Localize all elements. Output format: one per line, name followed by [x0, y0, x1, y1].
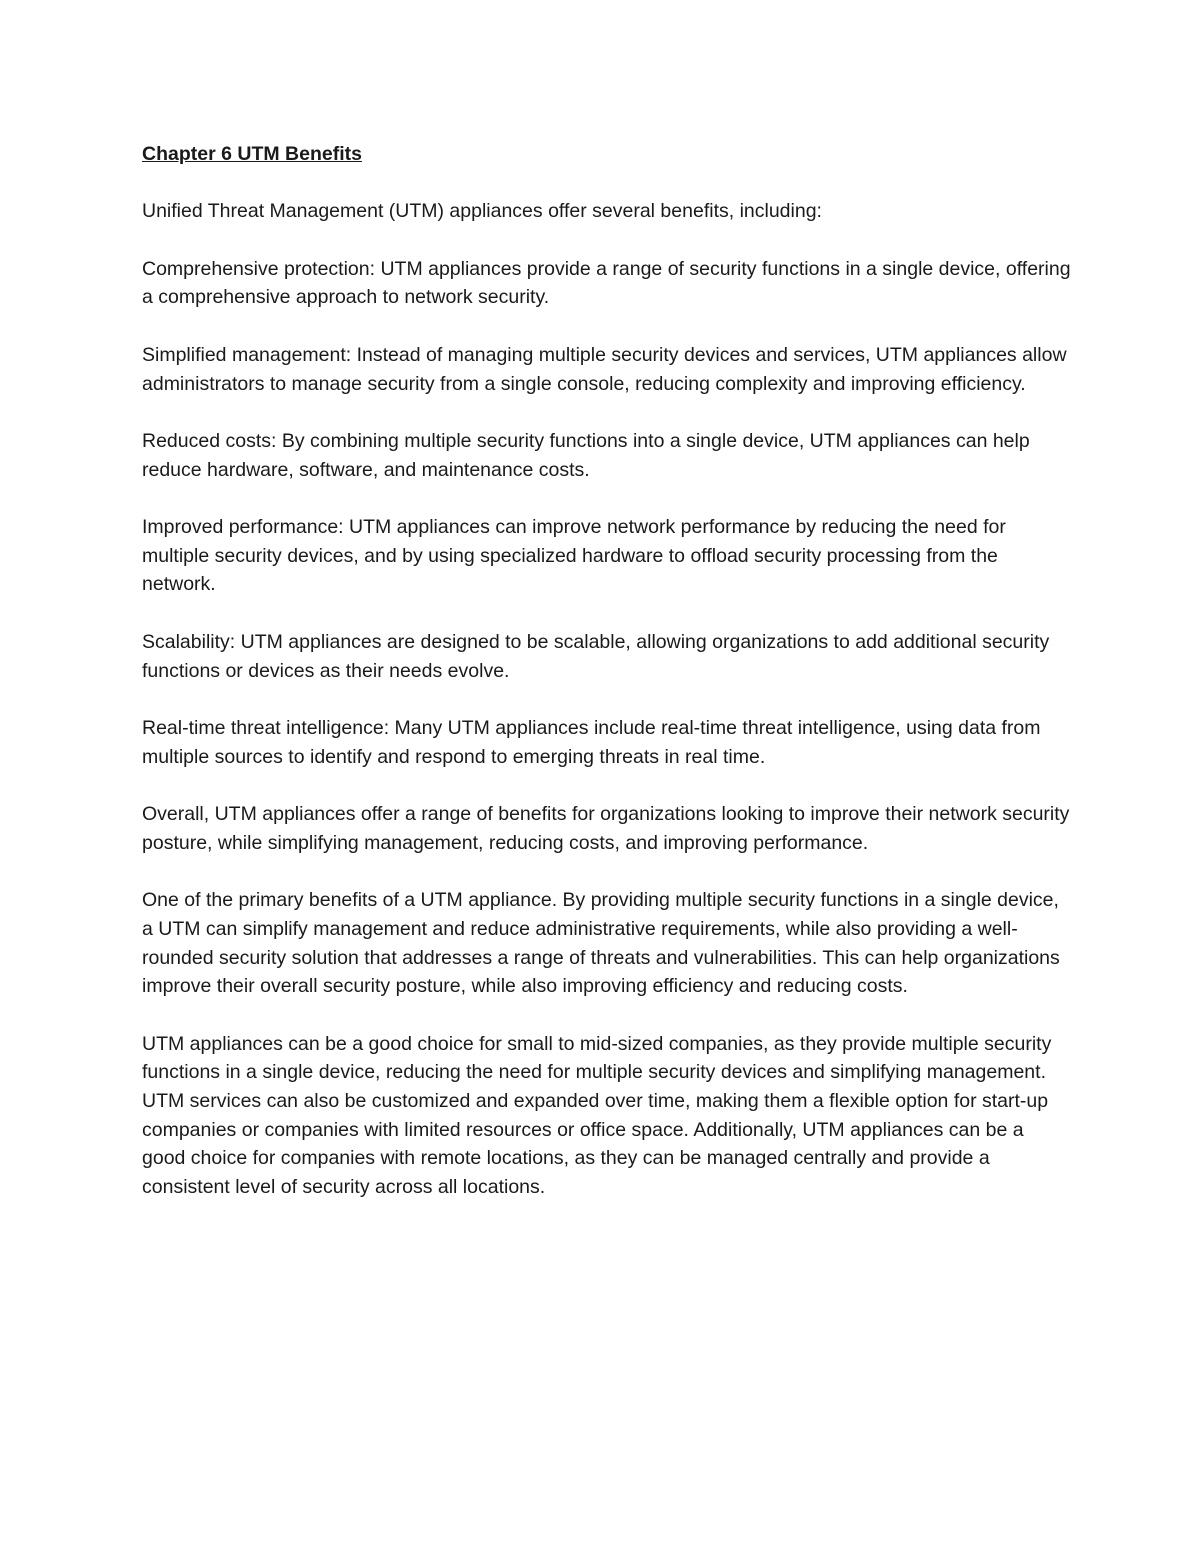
paragraph-overall: Overall, UTM appliances offer a range of benefits for organizations looking to improve their network security posture, while simplifying management, reducing costs, and improving performance.: [142, 803, 1070, 854]
paragraph-improved-performance: Improved performance: UTM appliances can improve network performance by reducing the need for multiple security devices, and by using specialized hardware to offload security processing from the network.: [142, 516, 1006, 596]
paragraph-intro: Unified Threat Management (UTM) appliances offer several benefits, including:: [142, 200, 822, 223]
paragraph-comprehensive-protection: Comprehensive protection: UTM appliances provide a range of security functions in a single device, offering a comprehensive approach to network security.: [142, 257, 1071, 309]
paragraph-small-mid-companies: UTM appliances can be a good choice for small to mid-sized companies, as they provide multiple security functions in a single device, reducing the need for multiple security devices and simplifying management. UTM services can also be customized and expanded over time, making them a flexible option for start-up companies or companies with limited resources or office space. Additionally, UTM appliances can be a good choice for companies with remote locations, as they can be managed centrally and provide a consistent level of security across all locations.: [142, 1032, 1052, 1199]
paragraph-primary-benefits: One of the primary benefits of a UTM appliance. By providing multiple security functions in a single device, a UTM can simplify management and reduce administrative requirements, while also providing a well-rounded security solution that addresses a range of threats and vulnerabilities. This can help organizations improve their overall security posture, while also improving efficiency and reducing costs.: [142, 889, 1060, 998]
paragraph-simplified-management: Simplified management: Instead of managing multiple security devices and services, UTM appliances allow administrators to manage security from a single console, reducing complexity and improving efficiency.: [142, 343, 1067, 395]
paragraph-reduced-costs: Reduced costs: By combining multiple security functions into a single device, UTM appliances can help reduce hardware, software, and maintenance costs.: [142, 429, 1030, 481]
paragraph-scalability: Scalability: UTM appliances are designed to be scalable, allowing organizations to add additional security functions or devices as their needs evolve.: [142, 630, 1050, 682]
paragraph-threat-intelligence: Real-time threat intelligence: Many UTM appliances include real-time threat intelligence, using data from multiple sources to identify and respond to emerging threats in real time.: [142, 716, 1041, 768]
chapter-title: Chapter 6 UTM Benefits: [142, 143, 362, 165]
document-body: [142, 140, 1072, 1231]
